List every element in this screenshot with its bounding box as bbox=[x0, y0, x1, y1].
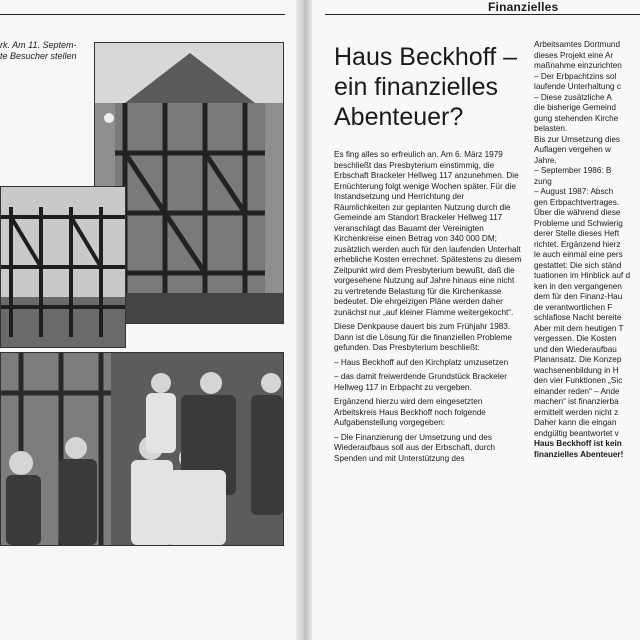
right-column-line: Auflagen vergehen w bbox=[534, 145, 611, 154]
right-column-line: maßnahme einzurichten bbox=[534, 61, 622, 70]
article-column-main bbox=[334, 150, 522, 468]
timber-frame-photo bbox=[0, 186, 126, 348]
right-column-line: wachsenenbildung in H bbox=[534, 365, 619, 375]
right-column-line: – August 1987: Absch bbox=[534, 187, 614, 196]
right-column-line: zung bbox=[534, 176, 552, 186]
right-column-line: richtet. Ergänzend hierz bbox=[534, 239, 621, 249]
right-column-line: gung stehenden Kirche bbox=[534, 113, 619, 123]
right-column-line: ken in den vergangenen bbox=[534, 281, 622, 291]
right-column-line: die bisherige Gemeind bbox=[534, 103, 616, 112]
book-gutter bbox=[296, 0, 312, 640]
right-column-line: Daher kann die eingan bbox=[534, 418, 617, 427]
group-photo bbox=[0, 352, 284, 546]
photo-caption: rk. Am 11. Septem- te Besucher stellen bbox=[0, 40, 77, 61]
right-column-line: – Diese zusätzliche A bbox=[534, 92, 612, 102]
right-column-line: Über die während diese bbox=[534, 208, 621, 217]
article-column-right bbox=[534, 40, 640, 460]
article-paragraph: Diese Denkpause dauert bis zum Frühjahr 1983. Dann ist die Lösung für die finanziellen Probleme gefunden. Das Presbyterium beschließt: bbox=[334, 322, 512, 352]
article-paragraph: Es fing alles so erfreulich an. Am 6. März 1979 beschließt das Presbyterium einstimmig, die Erbschaft Brackeler Hellweg 117 anzunehmen. Die Ernüchterung folgt wenige Wochen später. Für die Instandsetzung und Herrichtung der Räumlichkeiten zur geplanten Nutzung durch die Gemeinde am Standort Brackeler Hellweg 117 veranschlagt das Bauamt der Vereinigten Kirchenkreise einen Betrag von 340 000 DM; zusätzlich werden auch für den laufenden Unterhalt erhebliche Kosten errechnet. Spätestens zu diesem Zeitpunkt wird dem Presbyterium bewußt, daß die vorgesehene Nutzung auf Jahre hinaus eine nicht zu vertretende Belastung für die Kirchenkasse bedeutet. Die ehrgeizigen Pläne werden daher zunächst nur „auf kleiner Flamme weitergekocht“. bbox=[334, 150, 522, 317]
list-item: – das damit freiwerdende Grundstück Brackeler Hellweg 117 in Erbpacht zu vergeben. bbox=[334, 372, 507, 392]
right-column-line: Jahre. bbox=[534, 155, 557, 165]
right-column-lines bbox=[534, 40, 640, 439]
right-column-line: und den Wiederaufbau bbox=[534, 344, 617, 354]
right-column-line: gen Erbpachtvertrages. bbox=[534, 197, 620, 207]
right-column-line: dem für den Finanz-Hau bbox=[534, 292, 623, 301]
right-column-line: derer Stelle dieses Heft bbox=[534, 229, 620, 238]
right-column-line: Planansatz. Die Konzep bbox=[534, 355, 622, 364]
section-header: Finanzielles bbox=[488, 0, 559, 14]
closing-line: Haus Beckhoff ist kein bbox=[534, 439, 622, 448]
right-column-line: de verantwortlichen F bbox=[534, 302, 613, 312]
right-column-line: dieses Projekt eine Ar bbox=[534, 50, 614, 60]
right-column-line: – September 1986: B bbox=[534, 166, 612, 175]
article-paragraph: Ergänzend hierzu wird dem eingesetzten Arbeitskreis Haus Beckhoff noch folgende Aufgabenstellung vorgegeben: bbox=[334, 397, 486, 427]
right-column-line: Aber mit dem heutigen T bbox=[534, 323, 624, 333]
list-item: – Die Finanzierung der Umsetzung und des Wiederaufbaus soll aus der Erbschaft, durch Spenden und mit Unterstützung des bbox=[334, 432, 496, 463]
top-rule-left bbox=[0, 14, 285, 15]
right-column-line: vergessen. Die Kosten bbox=[534, 334, 617, 343]
right-column-line: – Der Erbpachtzins sol bbox=[534, 71, 617, 81]
right-column-line: le auch einmal eine pers bbox=[534, 250, 623, 259]
right-column-line: laufende Unterhaltung c bbox=[534, 82, 621, 91]
right-column-line: Arbeitsamtes Dortmund bbox=[534, 40, 621, 49]
article-headline: Haus Beckhoff – ein finanzielles Abenteuer? bbox=[334, 43, 517, 131]
closing-line: finanzielles Abenteuer! bbox=[534, 449, 624, 459]
right-column-line: einander reden“ – Ande bbox=[534, 386, 620, 396]
top-rule-right bbox=[325, 14, 640, 15]
right-column-line: tuationen im Hinblick auf d bbox=[534, 271, 631, 280]
right-column-line: endgültig beantwortet v bbox=[534, 428, 619, 438]
right-column-line: machen“ ist finanzierba bbox=[534, 397, 619, 406]
right-column-line: belasten. bbox=[534, 124, 568, 133]
right-column-line: schlaflose Nacht bereite bbox=[534, 313, 622, 322]
right-column-line: Bis zur Umsetzung dies bbox=[534, 134, 621, 144]
right-column-line: ermittelt werden nicht z bbox=[534, 407, 619, 417]
right-column-line: gestattet: Die sich ständ bbox=[534, 260, 622, 270]
list-item: – Haus Beckhoff auf den Kirchplatz umzusetzen bbox=[334, 357, 509, 367]
right-column-line: Probleme und Schwierig bbox=[534, 218, 623, 228]
right-column-line: den vier Funktionen „Sic bbox=[534, 376, 623, 385]
